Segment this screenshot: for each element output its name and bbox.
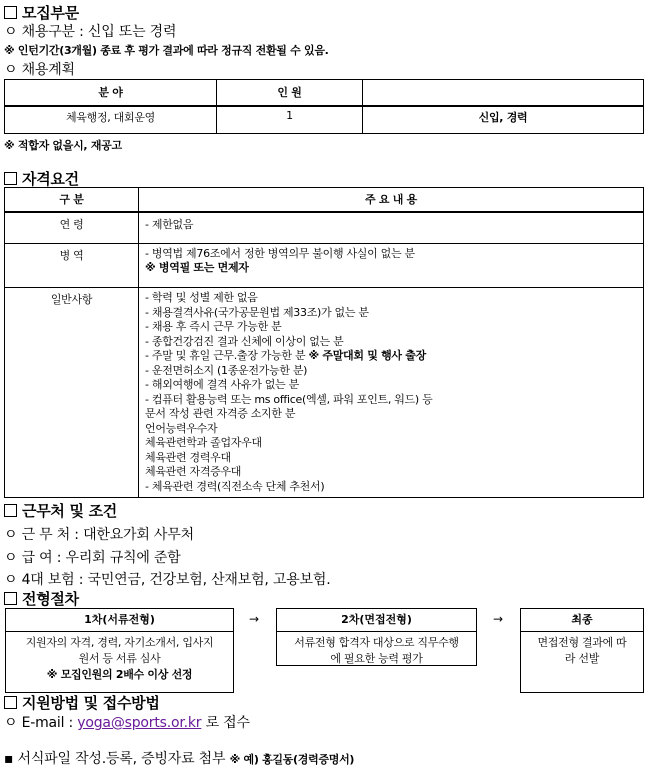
section-title-process: 전형절차 [4,588,79,609]
step-2-line: 서류전형 합격자 대상으로 직무수행 [294,636,459,649]
step-1-head: 1차(서류전형) [6,609,233,632]
qualification-table [4,187,644,498]
step-final-line: 면접전형 결과에 따 [537,636,627,649]
col-field-header: 분 야 [5,80,217,106]
process-step-2 [276,608,477,666]
section-title-qualification: 자격요건 [4,168,79,189]
general-line: - 컴퓨터 활용능력 또는 ms office(엑셀, 파워 포인트, 워드) 등 [145,392,433,406]
step-2-line: 에 필요한 능력 평가 [330,652,423,665]
arrow-right-icon: → [249,612,260,626]
row-content-military [139,244,644,288]
row-label-age: 연 령 [5,212,139,244]
section-title-recruit: 모집부문 [4,2,79,23]
general-line: - 운전면허소지 (1종운전가능한 분) [145,363,308,377]
col-category-header: 구 분 [5,188,139,212]
step-2-head: 2차(면접전형) [277,609,476,632]
email-prefix: ㅇ E-mail : [4,715,78,731]
col-count-header: 인 원 [217,80,363,106]
weekend-text: - 주말 및 휴일 근무.출장 가능한 분 [145,349,309,362]
email-suffix: 로 접수 [201,715,250,731]
weekend-bold-note: ※ 주말대회 및 행사 출장 [308,349,426,362]
step-2-body [277,632,476,667]
checkbox-square-icon [4,6,17,19]
arrow-right-icon: → [493,612,504,626]
row-label-general: 일반사항 [5,288,139,498]
process-step-final [520,608,644,693]
col-content-header: 주 요 내 용 [139,188,644,212]
work-insurance-line: ㅇ 4대 보험 : 국민연금, 건강보험, 산재보험, 고용보험. [4,572,331,588]
type-cell: 신입, 경력 [363,106,644,134]
general-line: 언어능력우수자 [145,421,218,435]
intern-note: ※ 인턴기간(3개월) 종료 후 평가 결과에 따라 정규직 전환될 수 있음. [4,44,329,57]
general-line: - 채용 후 즉시 근무 가능한 분 [145,320,282,333]
checkbox-square-icon [4,592,17,605]
email-link[interactable]: yoga@sports.or.kr [77,715,202,731]
row-content-general [139,288,644,498]
general-line: - 종합건강검진 결과 신체에 이상이 없는 분 [145,334,344,348]
general-line: 체육관련학과 졸업자우대 [145,436,262,449]
section-title-work: 근무처 및 조건 [4,500,117,521]
general-line: - 학력 및 성별 제한 없음 [145,291,258,304]
work-place-line: ㅇ 근 무 처 : 대한요가회 사무처 [4,527,194,543]
doc-note: ※ 예) 홍길동(경력증명서) [229,753,355,766]
step-1-body [6,632,233,683]
row-content-age: - 제한없음 [139,212,644,244]
step-final-body [521,632,643,667]
general-line: - 체육관련 경력(직전소속 단체 추천서) [145,479,325,493]
recruit-type-line: ㅇ 채용구분 : 신입 또는 경력 [4,24,177,40]
no-fit-note: ※ 적합자 없을시, 재공고 [4,139,122,152]
military-bold-line: ※ 병역필 또는 면제자 [145,261,249,274]
doc-prefix: ▪ 서식파일 작성.등록, 증빙자료 첨부 [4,751,230,767]
process-step-1 [5,608,234,693]
apply-email-line [4,712,250,732]
checkbox-square-icon [4,696,17,709]
general-line: 체육관련 경력우대 [145,450,231,464]
step-1-line: 지원자의 자격, 경력, 자기소개서, 입사지 [25,636,214,649]
recruit-table [4,79,644,134]
step-1-bold-line: ※ 모집인원의 2배수 이상 선정 [46,668,193,681]
plan-line: ㅇ 채용계획 [4,62,75,78]
work-pay-line: ㅇ 급 여 : 우리회 규칙에 준함 [4,550,181,566]
section-title-apply: 지원방법 및 접수방법 [4,692,160,713]
general-line: 문서 작성 관련 자격증 소지한 분 [145,407,296,420]
checkbox-square-icon [4,504,17,517]
general-line: 체육관련 자격증우대 [145,465,242,478]
row-label-military: 병 역 [5,244,139,288]
general-line-weekend [145,349,643,364]
checkbox-square-icon [4,172,17,185]
apply-doc-line [4,748,354,768]
general-line: - 채용결격사유(국가공문원법 제33조)가 없는 분 [145,305,369,319]
step-final-head: 최종 [521,609,643,632]
military-line: - 병역법 제76조에서 정한 병역의무 불이행 사실이 없는 분 [145,247,415,260]
step-final-line: 라 선발 [564,652,600,665]
count-cell: 1 [217,106,363,134]
general-line: - 해외여행에 결격 사유가 없는 분 [145,378,299,391]
step-1-line: 원서 등 서류 심사 [78,652,161,665]
field-cell: 체육행정, 대회운영 [5,106,217,134]
col-type-header [363,80,644,106]
